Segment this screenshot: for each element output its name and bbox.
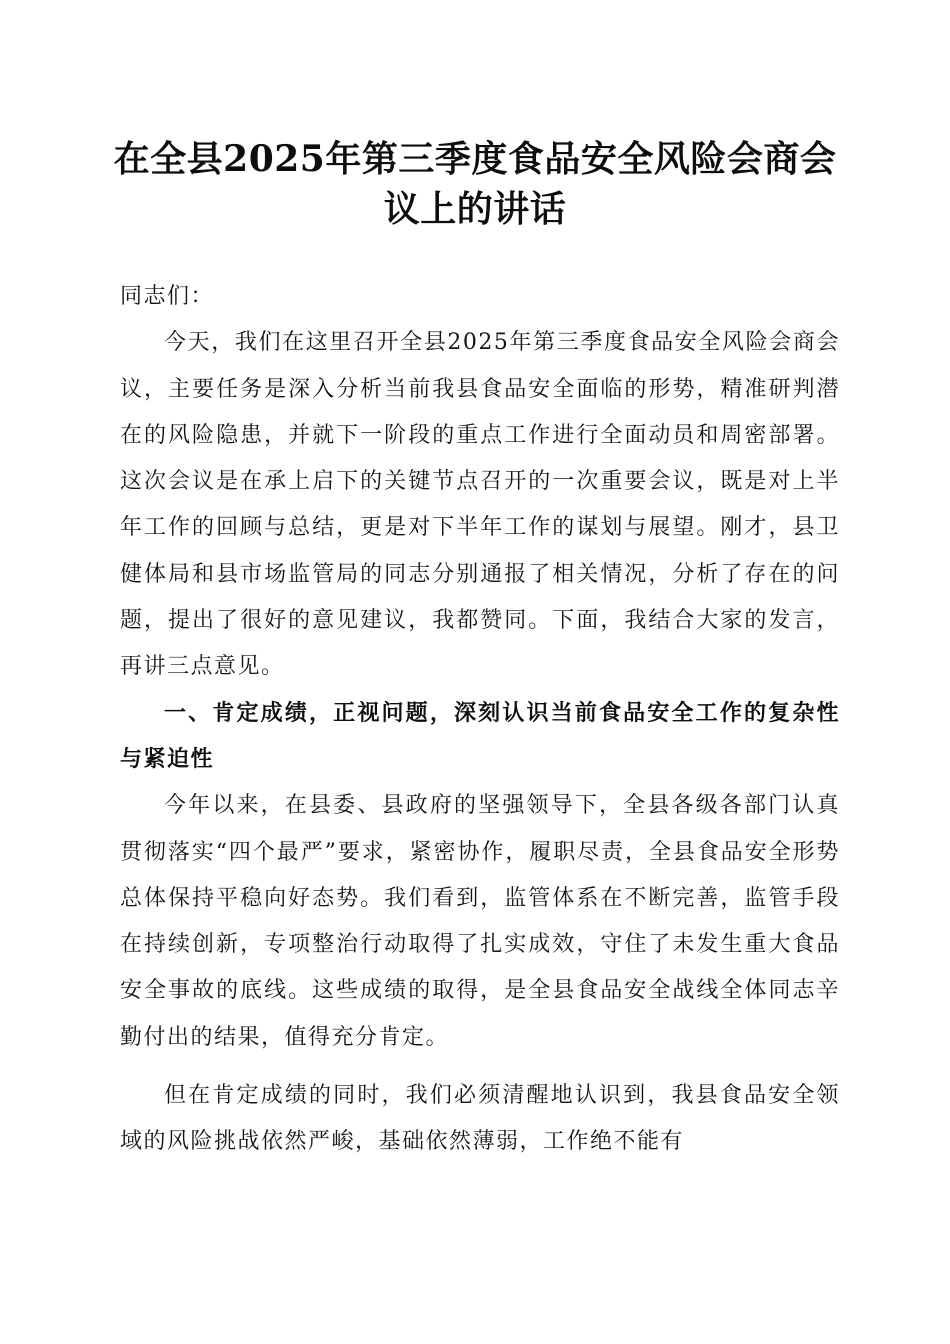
salutation: 同志们： — [120, 284, 215, 309]
document-body — [120, 274, 840, 1166]
section-1-paragraph-2: 但在肯定成绩的同时，我们必须清醒地认识到，我县食品安全领域的风险挑战依然严峻，基础依然薄弱，工作绝不能有 — [120, 1083, 840, 1155]
section-1-paragraph-1: 今年以来，在县委、县政府的坚强领导下，全县各级各部门认真贯彻落实“四个最严”要求，紧密协作，履职尽责，全县食品安全形势总体保持平稳向好态势。我们看到，监管体系在不断完善，监管手段在持续创新，专项整治行动取得了扎实成效，守住了未发生重大食品安全事故的底线。这些成绩的取得，是全县食品安全战线全体同志辛勤付出的结果，值得充分肯定。 — [120, 793, 840, 1050]
section-heading-1: 一、肯定成绩，正视问题，深刻认识当前食品安全工作的复杂性与紧迫性 — [120, 700, 840, 772]
document-title: 在全县2025年第三季度食品安全风险会商会议上的讲话 — [113, 138, 837, 230]
paragraph-spacer — [120, 1061, 840, 1073]
opening-paragraph: 今天，我们在这里召开全县2025年第三季度食品安全风险会商会议，主要任务是深入分析当前我县食品安全面临的形势，精准研判潜在的风险隐患，并就下一阶段的重点工作进行全面动员和周密部署。这次会议是在承上启下的关键节点召开的一次重要会议，既是对上半年工作的回顾与总结，更是对下半年工作的谋划与展望。刚才，县卫健体局和县市场监管局的同志分别通报了相关情况，分析了存在的问题，提出了很好的意见建议，我都赞同。下面，我结合大家的发言，再讲三点意见。 — [120, 330, 840, 680]
